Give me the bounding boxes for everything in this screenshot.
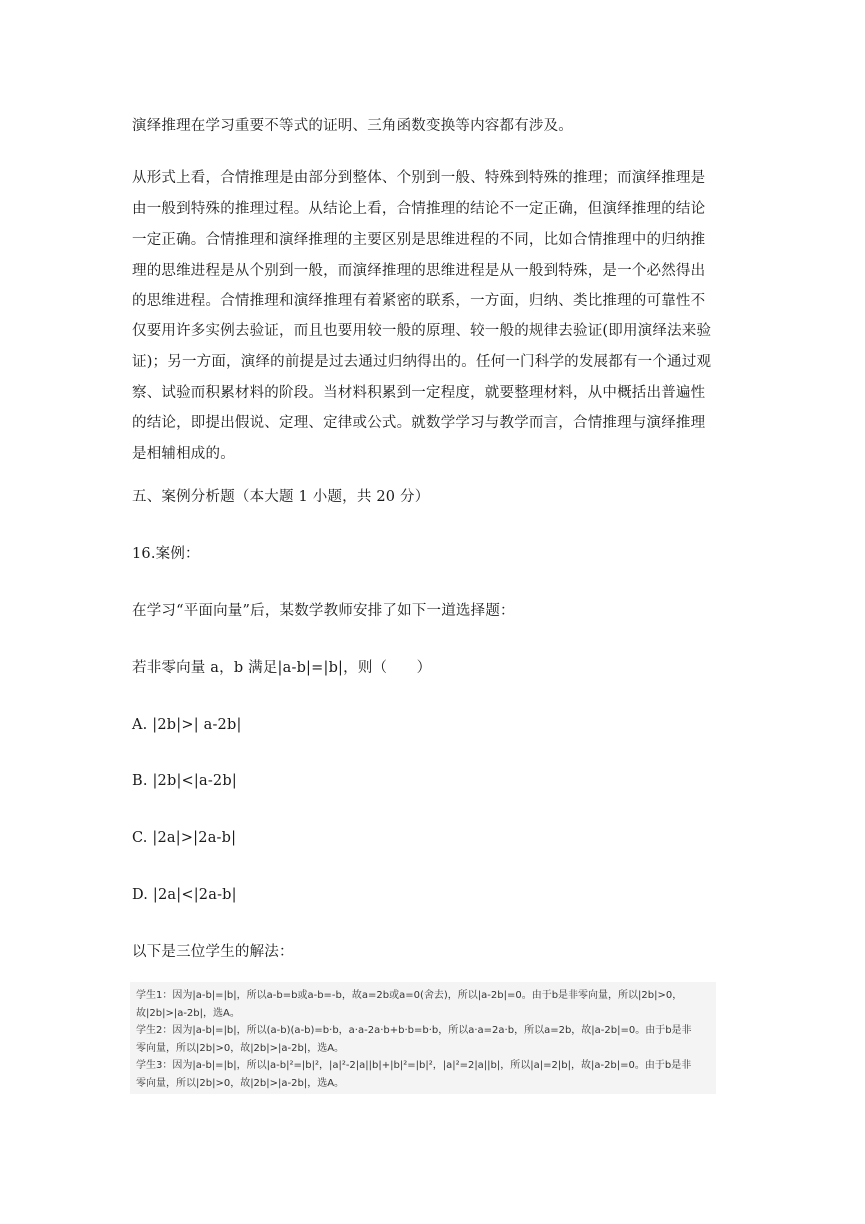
solution-line: 学生3：因为|a-b|=|b|，所以|a-b|²=|b|²，|a|²-2|a||b|+|b|²=|b|²，|a|²=2|a||b|，所以|a|=2|b|，故|a-2b|=0。由于b是非 [136, 1060, 692, 1071]
paragraph-line: 的结论，即提出假说、定理、定律或公式。就数学学习与教学而言，合情推理与演绎推理 [132, 415, 706, 431]
student-solutions-image [130, 982, 716, 1094]
paragraph-line: 是相辅相成的。 [132, 446, 235, 462]
intro-line: 演绎推理在学习重要不等式的证明、三角函数变换等内容都有涉及。 [132, 118, 573, 134]
solution-line: 学生2：因为|a-b|=|b|，所以(a-b)(a-b)=b·b，a·a-2a·b+b·b=b·b，所以a·a=2a·b，所以a=2b，故|a-2b|=0。由于b是非 [136, 1025, 692, 1036]
solution-line: 零向量，所以|2b|>0，故|2b|>|a-2b|，选A。 [136, 1042, 345, 1054]
paragraph-line: 证)；另一方面，演绎的前提是过去通过归纳得出的。任何一门科学的发展都有一个通过观 [132, 354, 712, 370]
option-b: B. |2b|<|a-2b| [132, 773, 237, 789]
option-a: A. |2b|>| a-2b| [132, 717, 242, 733]
solution-line: 零向量，所以|2b|>0，故|2b|>|a-2b|，选A。 [136, 1077, 345, 1089]
section-heading: 五、案例分析题（本大题 1 小题，共 20 分） [132, 489, 430, 505]
solution-line: 学生1：因为|a-b|=|b|，所以a-b=b或a-b=-b，故a=2b或a=0(舍去)，所以|a-2b|=0。由于b是非零向量，所以|2b|>0， [136, 990, 683, 1001]
solutions-intro: 以下是三位学生的解法： [132, 944, 294, 960]
question-stem: 若非零向量 a，b 满足|a-b|=|b|，则（ ） [132, 660, 432, 676]
paragraph-line: 由一般到特殊的推理过程。从结论上看，合情推理的结论不一定正确，但演绎推理的结论 [132, 201, 706, 217]
paragraph-line: 的思维进程。合情推理和演绎推理有着紧密的联系，一方面，归纳、类比推理的可靠性不 [132, 293, 706, 309]
option-d: D. |2a|<|2a-b| [132, 887, 237, 903]
solution-line: 故|2b|>|a-2b|，选A。 [136, 1007, 240, 1019]
paragraph-line: 理的思维进程是从个别到一般，而演绎推理的思维进程是从一般到特殊，是一个必然得出 [132, 263, 706, 279]
paragraph-line: 仅要用许多实例去验证，而且也要用较一般的原理、较一般的规律去验证(即用演绎法来验 [132, 323, 712, 339]
paragraph-line: 一定正确。合情推理和演绎推理的主要区别是思维进程的不同，比如合情推理中的归纳推 [132, 232, 706, 248]
case-intro: 在学习“平面向量”后，某数学教师安排了如下一道选择题： [132, 603, 515, 619]
paragraph-line: 从形式上看，合情推理是由部分到整体、个别到一般、特殊到特殊的推理；而演绎推理是 [132, 170, 706, 186]
option-c: C. |2a|>|2a-b| [132, 830, 237, 846]
paragraph-line: 察、试验而积累材料的阶段。当材料积累到一定程度，就要整理材料，从中概括出普遍性 [132, 385, 706, 401]
case-label: 16.案例： [132, 546, 200, 562]
